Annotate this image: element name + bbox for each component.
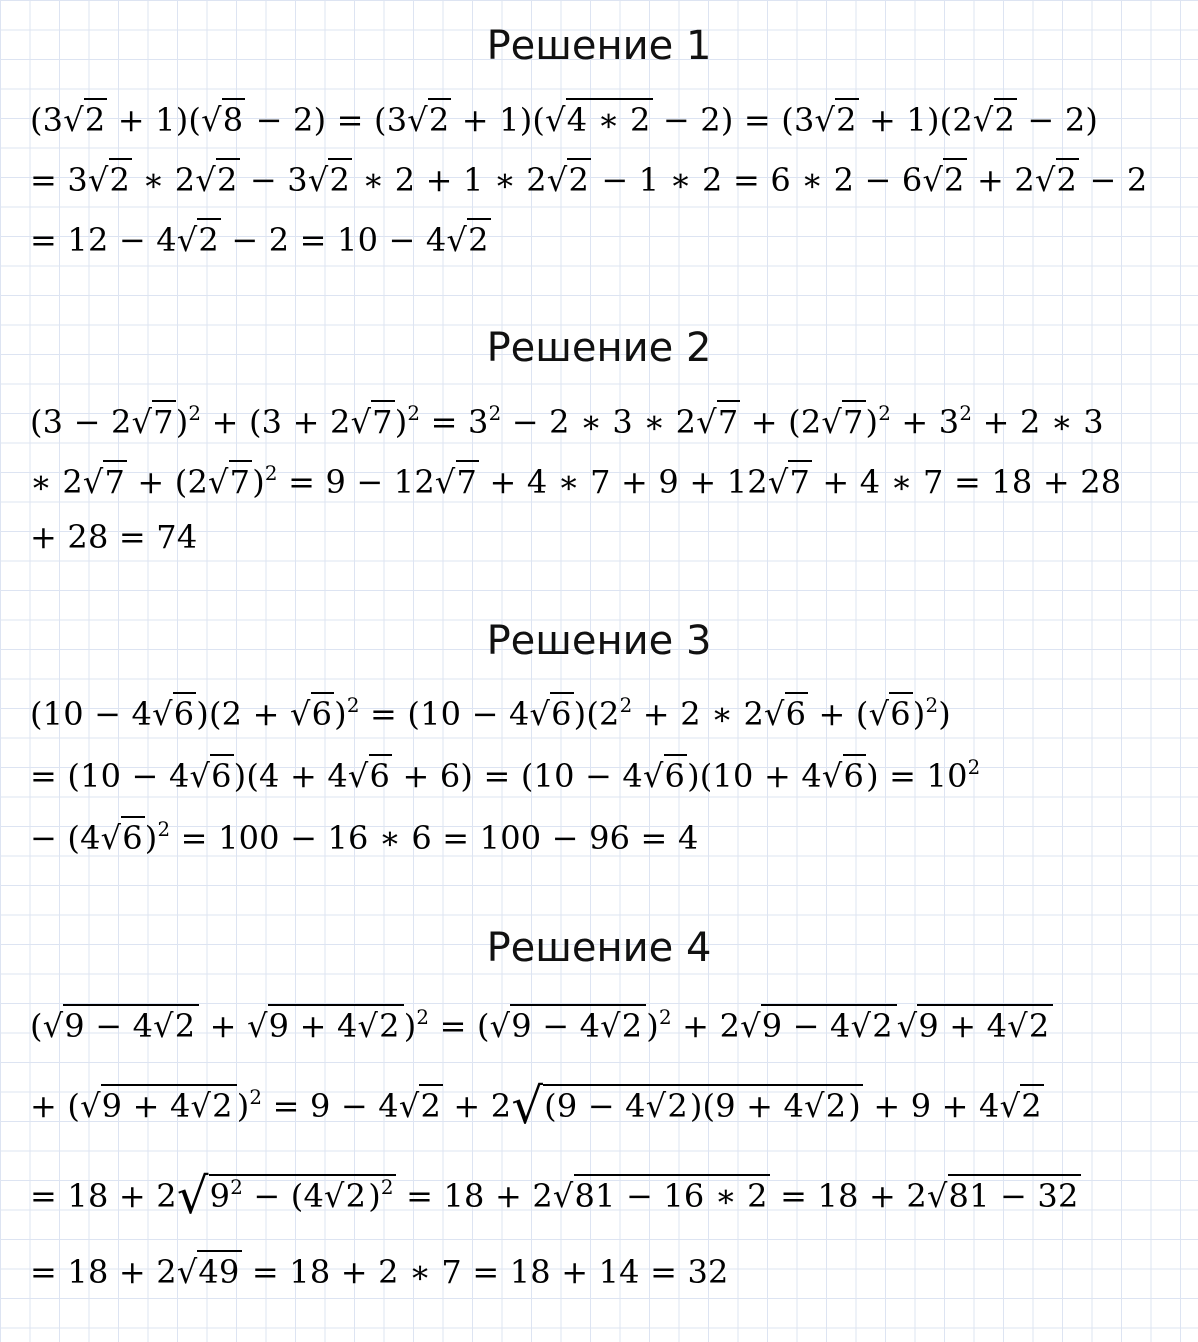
sqrt: √9 − 4√2 xyxy=(490,1004,647,1048)
sqrt: √2 xyxy=(804,1076,848,1136)
sqrt: √7 xyxy=(435,460,479,504)
sqrt: √2 xyxy=(88,158,132,202)
sqrt: √9 + 4√2 xyxy=(80,1076,237,1136)
sqrt: √7 xyxy=(696,400,740,444)
solution-4-line-1: (√9 − 4√2 + √9 + 4√2 )$^2$ = (√9 − 4√2 )$^2$ + 2√9 − 4√2 √9 + 4√2 xyxy=(30,1004,1053,1048)
sqrt: √81 − 32 xyxy=(927,1166,1081,1226)
solution-1-line-2: = 3√2 ∗ 2√2 − 3√2 ∗ 2 + 1 ∗ 2√2 − 1 ∗ 2 = 6 ∗ 2 − 6√2 + 2√2 − 2 xyxy=(30,158,1147,202)
sqrt: √4 ∗ 2 xyxy=(545,98,652,142)
sqrt: √8 xyxy=(201,98,245,142)
sqrt: √9 + 4√2 xyxy=(247,1004,404,1048)
solution-2-line-1: $(3 - 2√7)^2 + (3 + 2√7)^2 = 3^2 - 2$ ∗ 3 ∗ $2√7 + (2√7)^2 + 3^2 + 2$ ∗ 3 xyxy=(30,400,1104,444)
sqrt: √2 xyxy=(195,158,239,202)
sqrt: √9 + 4√2 xyxy=(897,1004,1054,1048)
sqrt: √2 xyxy=(177,218,221,262)
sqrt-big: √(9 − 4√2)(9 + 4√2) xyxy=(511,1077,861,1135)
sqrt: √6 xyxy=(530,692,574,736)
sqrt: √81 − 16 ∗ 2 xyxy=(553,1166,770,1226)
solution-2-line-2: ∗ $2√7 + (2√7)^2 = 9 - 12√7 + 4$ ∗ 7 + 9 + 12√7 + 4 ∗ 7 = 18 + 28 xyxy=(30,460,1121,504)
solution-3-line-1: $(10 - 4√6)(2 + √6)^2 = (10 - 4√6)(2^2 + 2$ ∗ $2√6 + (√6)^2$) xyxy=(30,692,951,736)
solution-4-line-2: + (√9 + 4√2 )$^2$ = 9 − 4√2 + 2√(9 − 4√2)(9 + 4√2) + 9 + 4√2 xyxy=(30,1077,1042,1135)
sqrt: √2 xyxy=(646,1076,690,1136)
sqrt: √2 xyxy=(851,1004,895,1048)
sqrt: √6 xyxy=(190,754,234,798)
section-title-2: Решение 2 xyxy=(486,325,712,371)
sqrt: √9 − 4√2 xyxy=(43,1004,200,1048)
sqrt-big: $√9^2 - (4√2)^2$ xyxy=(176,1167,394,1225)
sqrt: √2 xyxy=(1035,158,1079,202)
sqrt: √2 xyxy=(1007,1004,1051,1048)
section-title-4: Решение 4 xyxy=(486,925,712,971)
sqrt: √2 xyxy=(815,98,859,142)
sqrt: √49 xyxy=(177,1250,242,1294)
sqrt: √6 xyxy=(643,754,687,798)
sqrt: √7 xyxy=(351,400,395,444)
solution-1-line-1: (3√2 + 1)(√8 − 2) = (3√2 + 1)(√4 ∗ 2 − 2) = (3√2 + 1)(2√2 − 2) xyxy=(30,98,1098,142)
sqrt: √2 xyxy=(600,1004,644,1048)
sqrt: √6 xyxy=(822,754,866,798)
solution-1-line-3: = 12 − 4√2 − 2 = 10 − 4√2 xyxy=(30,218,491,262)
section-title-3: Решение 3 xyxy=(486,618,712,664)
sqrt: √6 xyxy=(348,754,392,798)
sqrt: √6 xyxy=(764,692,808,736)
sqrt: √2 xyxy=(447,218,491,262)
solution-4-line-3: = $18 + 2√9^2 - (4√2)^2 = 18 + 2√81 - 16$ ∗ 2 = 18 + 2√81 − 32 xyxy=(30,1167,1079,1225)
sqrt: √7 xyxy=(821,400,865,444)
sqrt: √2 xyxy=(399,1076,443,1136)
sqrt: √6 xyxy=(290,692,334,736)
sqrt: √9 − 4√2 xyxy=(740,1004,897,1048)
sqrt: √2 xyxy=(973,98,1017,142)
sqrt: √7 xyxy=(208,460,252,504)
sqrt: √2 xyxy=(358,1004,402,1048)
sqrt: √2 xyxy=(547,158,591,202)
sqrt: √7 xyxy=(768,460,812,504)
sqrt: √6 xyxy=(152,692,196,736)
sqrt: √2 xyxy=(407,98,451,142)
sqrt: √6 xyxy=(869,692,913,736)
sqrt: √2 xyxy=(308,158,352,202)
solution-4-line-4: = 18 + 2√49 = 18 + 2 ∗ 7 = 18 + 14 = 32 xyxy=(30,1250,729,1294)
sqrt: √2 xyxy=(191,1076,235,1136)
section-title-1: Решение 1 xyxy=(486,23,712,69)
solution-3-line-2: = $(10 - 4√6)(4 + 4√6 + 6) = (10 - 4√6)(10 + 4√6) = 10^2$ xyxy=(30,754,980,798)
sqrt: √2 xyxy=(922,158,966,202)
sqrt: √2 xyxy=(153,1004,197,1048)
solution-2-line-3: + 28 = 74 xyxy=(30,518,198,556)
sqrt: √2 xyxy=(63,98,107,142)
sqrt: √7 xyxy=(83,460,127,504)
sqrt: √6 xyxy=(101,816,145,860)
sqrt: √7 xyxy=(132,400,176,444)
sqrt: √2 xyxy=(324,1166,368,1226)
sqrt: √2 xyxy=(1000,1076,1044,1136)
solution-3-line-3: − $(4√6)^2 = 100 - 16$ ∗ 6 = 100 − 96 = 4 xyxy=(30,816,699,860)
